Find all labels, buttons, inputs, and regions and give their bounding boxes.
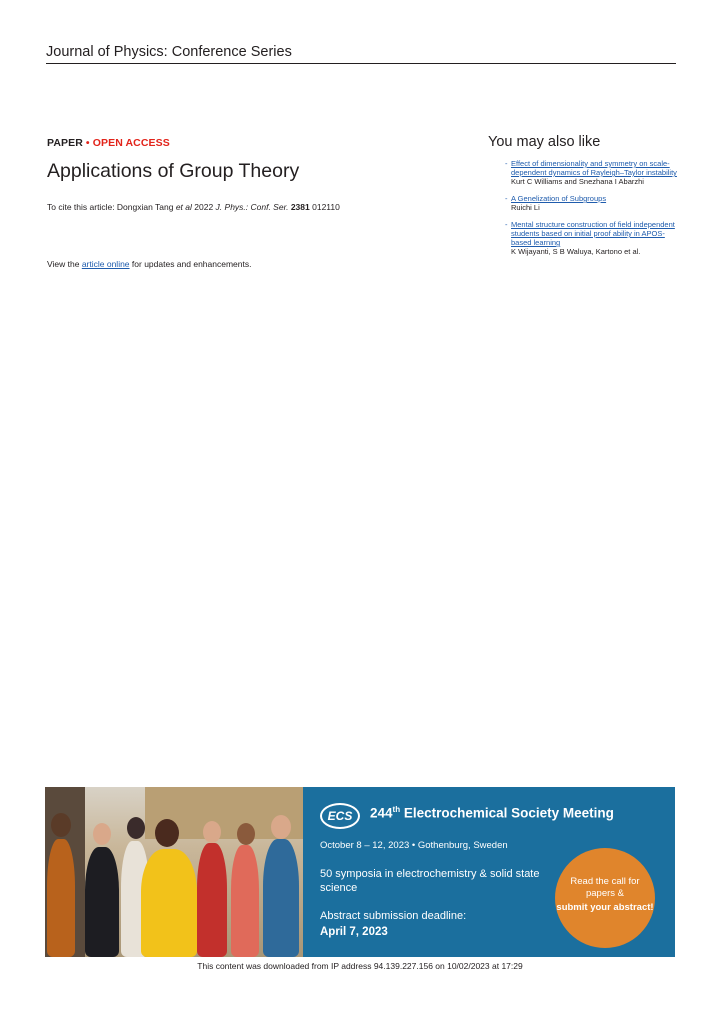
ecs-advert-banner[interactable] (45, 787, 675, 957)
journal-header: Journal of Physics: Conference Series (46, 44, 676, 64)
cite-article: 012110 (309, 202, 340, 212)
person-figure (231, 845, 259, 957)
deadline-label: Abstract submission deadline: (320, 910, 467, 922)
cite-prefix: To cite this article: Dongxian Tang (47, 202, 176, 212)
banner-content (320, 787, 675, 957)
related-item (488, 194, 678, 212)
person-figure (141, 849, 197, 957)
symposia-text: 50 symposia in electrochemistry & solid state science (320, 868, 540, 894)
cite-year: 2022 (191, 202, 216, 212)
view-suffix: for updates and enhancements. (129, 259, 252, 269)
submit-abstract-button[interactable] (555, 848, 655, 948)
related-articles (488, 134, 678, 264)
deadline-date: April 7, 2023 (320, 926, 388, 938)
download-footer: This content was downloaded from IP address 94.139.227.156 on 10/02/2023 at 17:29 (197, 961, 523, 971)
person-head (51, 813, 71, 837)
open-access-label: OPEN ACCESS (92, 137, 170, 149)
related-item (488, 220, 678, 256)
meeting-title (370, 805, 614, 821)
view-online-line (47, 259, 251, 269)
related-title: You may also like (488, 134, 601, 150)
person-head (237, 823, 255, 845)
meeting-dates: October 8 – 12, 2023 • Gothenburg, Sweden (320, 840, 508, 851)
person-head (203, 821, 221, 843)
paper-type-label (47, 137, 170, 149)
person-figure (47, 839, 75, 957)
related-authors: Ruichi Li (511, 203, 540, 212)
ecs-logo: ECS (320, 803, 360, 829)
meeting-number-suffix: th (392, 805, 401, 814)
related-authors: Kurt C Williams and Snezhana I Abarzhi (511, 177, 644, 186)
meeting-name: Electrochemical Society Meeting (400, 805, 614, 821)
cite-journal: J. Phys.: Conf. Ser. (215, 202, 289, 212)
conference-attendees-photo (45, 787, 303, 957)
article-title: Applications of Group Theory (47, 160, 300, 182)
related-link[interactable]: Effect of dimensionality and symmetry on scale-dependent dynamics of Rayleigh–Taylor instability (511, 159, 677, 177)
person-head (155, 819, 179, 847)
article-online-link[interactable]: article online (81, 259, 130, 269)
meeting-number: 244 (370, 805, 393, 821)
person-figure (263, 839, 299, 957)
view-prefix: View the (47, 259, 82, 269)
person-figure (85, 847, 119, 957)
person-figure (197, 843, 227, 957)
related-link[interactable]: A Genelization of Subgroups (511, 194, 607, 203)
bullet-icon: - (505, 220, 508, 229)
cta-line-2: submit your abstract! (556, 902, 654, 913)
related-list (488, 159, 678, 256)
cta-line-1: Read the call for papers & (570, 876, 640, 899)
related-item (488, 159, 678, 186)
paper-label-text: PAPER (47, 137, 83, 149)
related-link[interactable]: Mental structure construction of field independent students based on initial proof ability in APOS-based learning (511, 220, 675, 247)
person-head (271, 815, 291, 839)
bullet-icon: - (505, 194, 508, 203)
citation-line (47, 202, 340, 212)
related-authors: K Wijayanti, S B Waluya, Kartono et al. (511, 247, 641, 256)
cite-volume: 2381 (290, 202, 310, 212)
person-head (93, 823, 111, 845)
bullet-icon: - (505, 159, 508, 168)
paper-label-separator: • (82, 137, 93, 149)
cite-etal: et al (175, 202, 192, 212)
person-head (127, 817, 145, 839)
